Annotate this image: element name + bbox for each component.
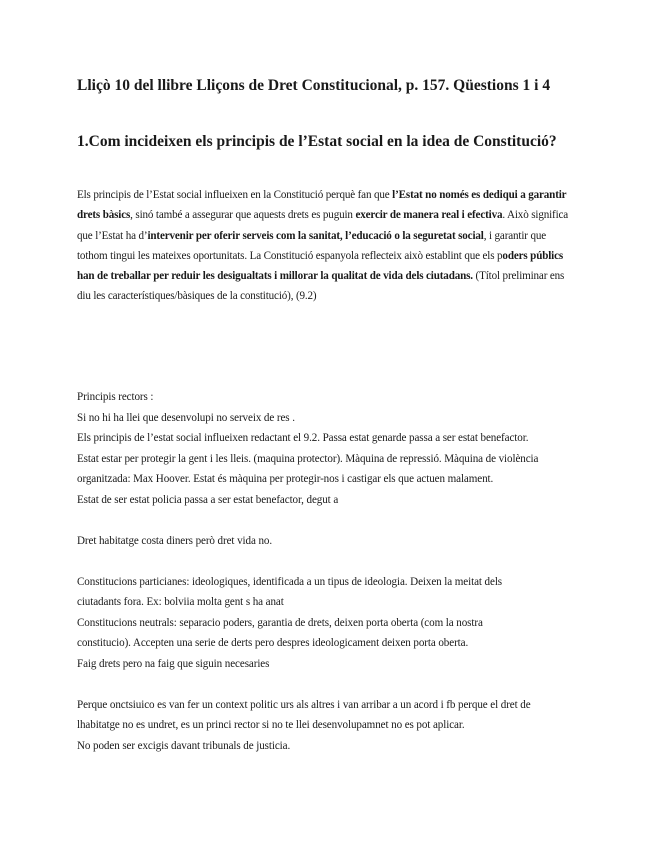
note-line: Perque onctsiuico es van fer un context politic urs als altres i van arribar a un acord i fb perque el dret de [77, 698, 531, 711]
notes-section [77, 387, 592, 756]
note-blank-line [77, 674, 592, 695]
note-line: Constitucions neutrals: separacio poders, garantia de drets, deixen porta oberta (com la nostra [77, 616, 483, 629]
note-line: lhabitatge no es undret, es un princi rector si no te llei desenvolupamnet no es pot aplicar. [77, 719, 465, 731]
answer-text: . Això significa que l’Estat ha d’ [77, 209, 569, 242]
answer-text: , sinó també a assegurar que aquests drets es puguin [130, 209, 356, 222]
answer-emphasis: l’Estat no només es dediqui a garantir drets bàsics [77, 189, 567, 222]
note-blank-line [77, 510, 592, 531]
answer-text: Els principis de l’Estat social influeixen en la Constitució perquè fan que [77, 189, 393, 201]
note-line: Principis rectors : [77, 391, 154, 403]
answer-paragraph [77, 185, 577, 307]
note-line: ciutadants fora. Ex: bolviia molta gent s ha anat [77, 596, 284, 608]
note-line: Constitucions particianes: ideologiques, identificada a un tipus de ideologia. Deixen la meitat dels [77, 575, 503, 588]
note-line: Dret habitatge costa diners però dret vida no. [77, 534, 273, 547]
answer-emphasis: oders públics han de treballar per reduir les desigualtats i millorar la qualitat de vida dels ciutadans. [77, 249, 564, 283]
note-line: Els principis de l’estat social influeixen redactant el 9.2. Passa estat genarde passa a ser estat benefactor. [77, 432, 529, 444]
note-line: constitucio). Accepten una serie de derts pero despres ideologicament deixen porta oberta. [77, 637, 469, 649]
note-line: No poden ser excigis davant tribunals de justicia. [77, 739, 291, 752]
note-line: Estat de ser estat policia passa a ser estat benefactor, degut a [77, 493, 339, 506]
document-title: Lliçò 10 del llibre Lliçons de Dret Constitucional, p. 157. Qüestions 1 i 4 [77, 77, 551, 94]
note-line: Faig drets pero na faig que siguin necesaries [77, 657, 270, 670]
answer-text: (Títol preliminar ens diu les característiques/bàsiques de la constitució), (9.2) [77, 270, 565, 303]
note-line: Si no hi ha llei que desenvolupi no serveix de res . [77, 411, 295, 424]
answer-emphasis: intervenir per oferir serveis com la sanitat, l’educació o la seguretat social [147, 229, 484, 242]
note-line: Estat estar per protegir la gent i les lleis. (maquina protector). Màquina de repressió. Màquina de violència [77, 452, 539, 465]
answer-emphasis: exercir de manera real i efectiva [355, 209, 503, 222]
note-line: organitzada: Max Hoover. Estat és màquina per protegir-nos i castigar els que actuen malament. [77, 473, 494, 485]
note-blank-line [77, 551, 592, 572]
answer-text: , i garantir que tothom tingui les mateixes oportunitats. La Constitució espanyola reflecteix això establint que els p [77, 229, 547, 262]
question-heading: 1.Com incideixen els principis de l’Estat social en la idea de Constitució? [77, 133, 557, 150]
